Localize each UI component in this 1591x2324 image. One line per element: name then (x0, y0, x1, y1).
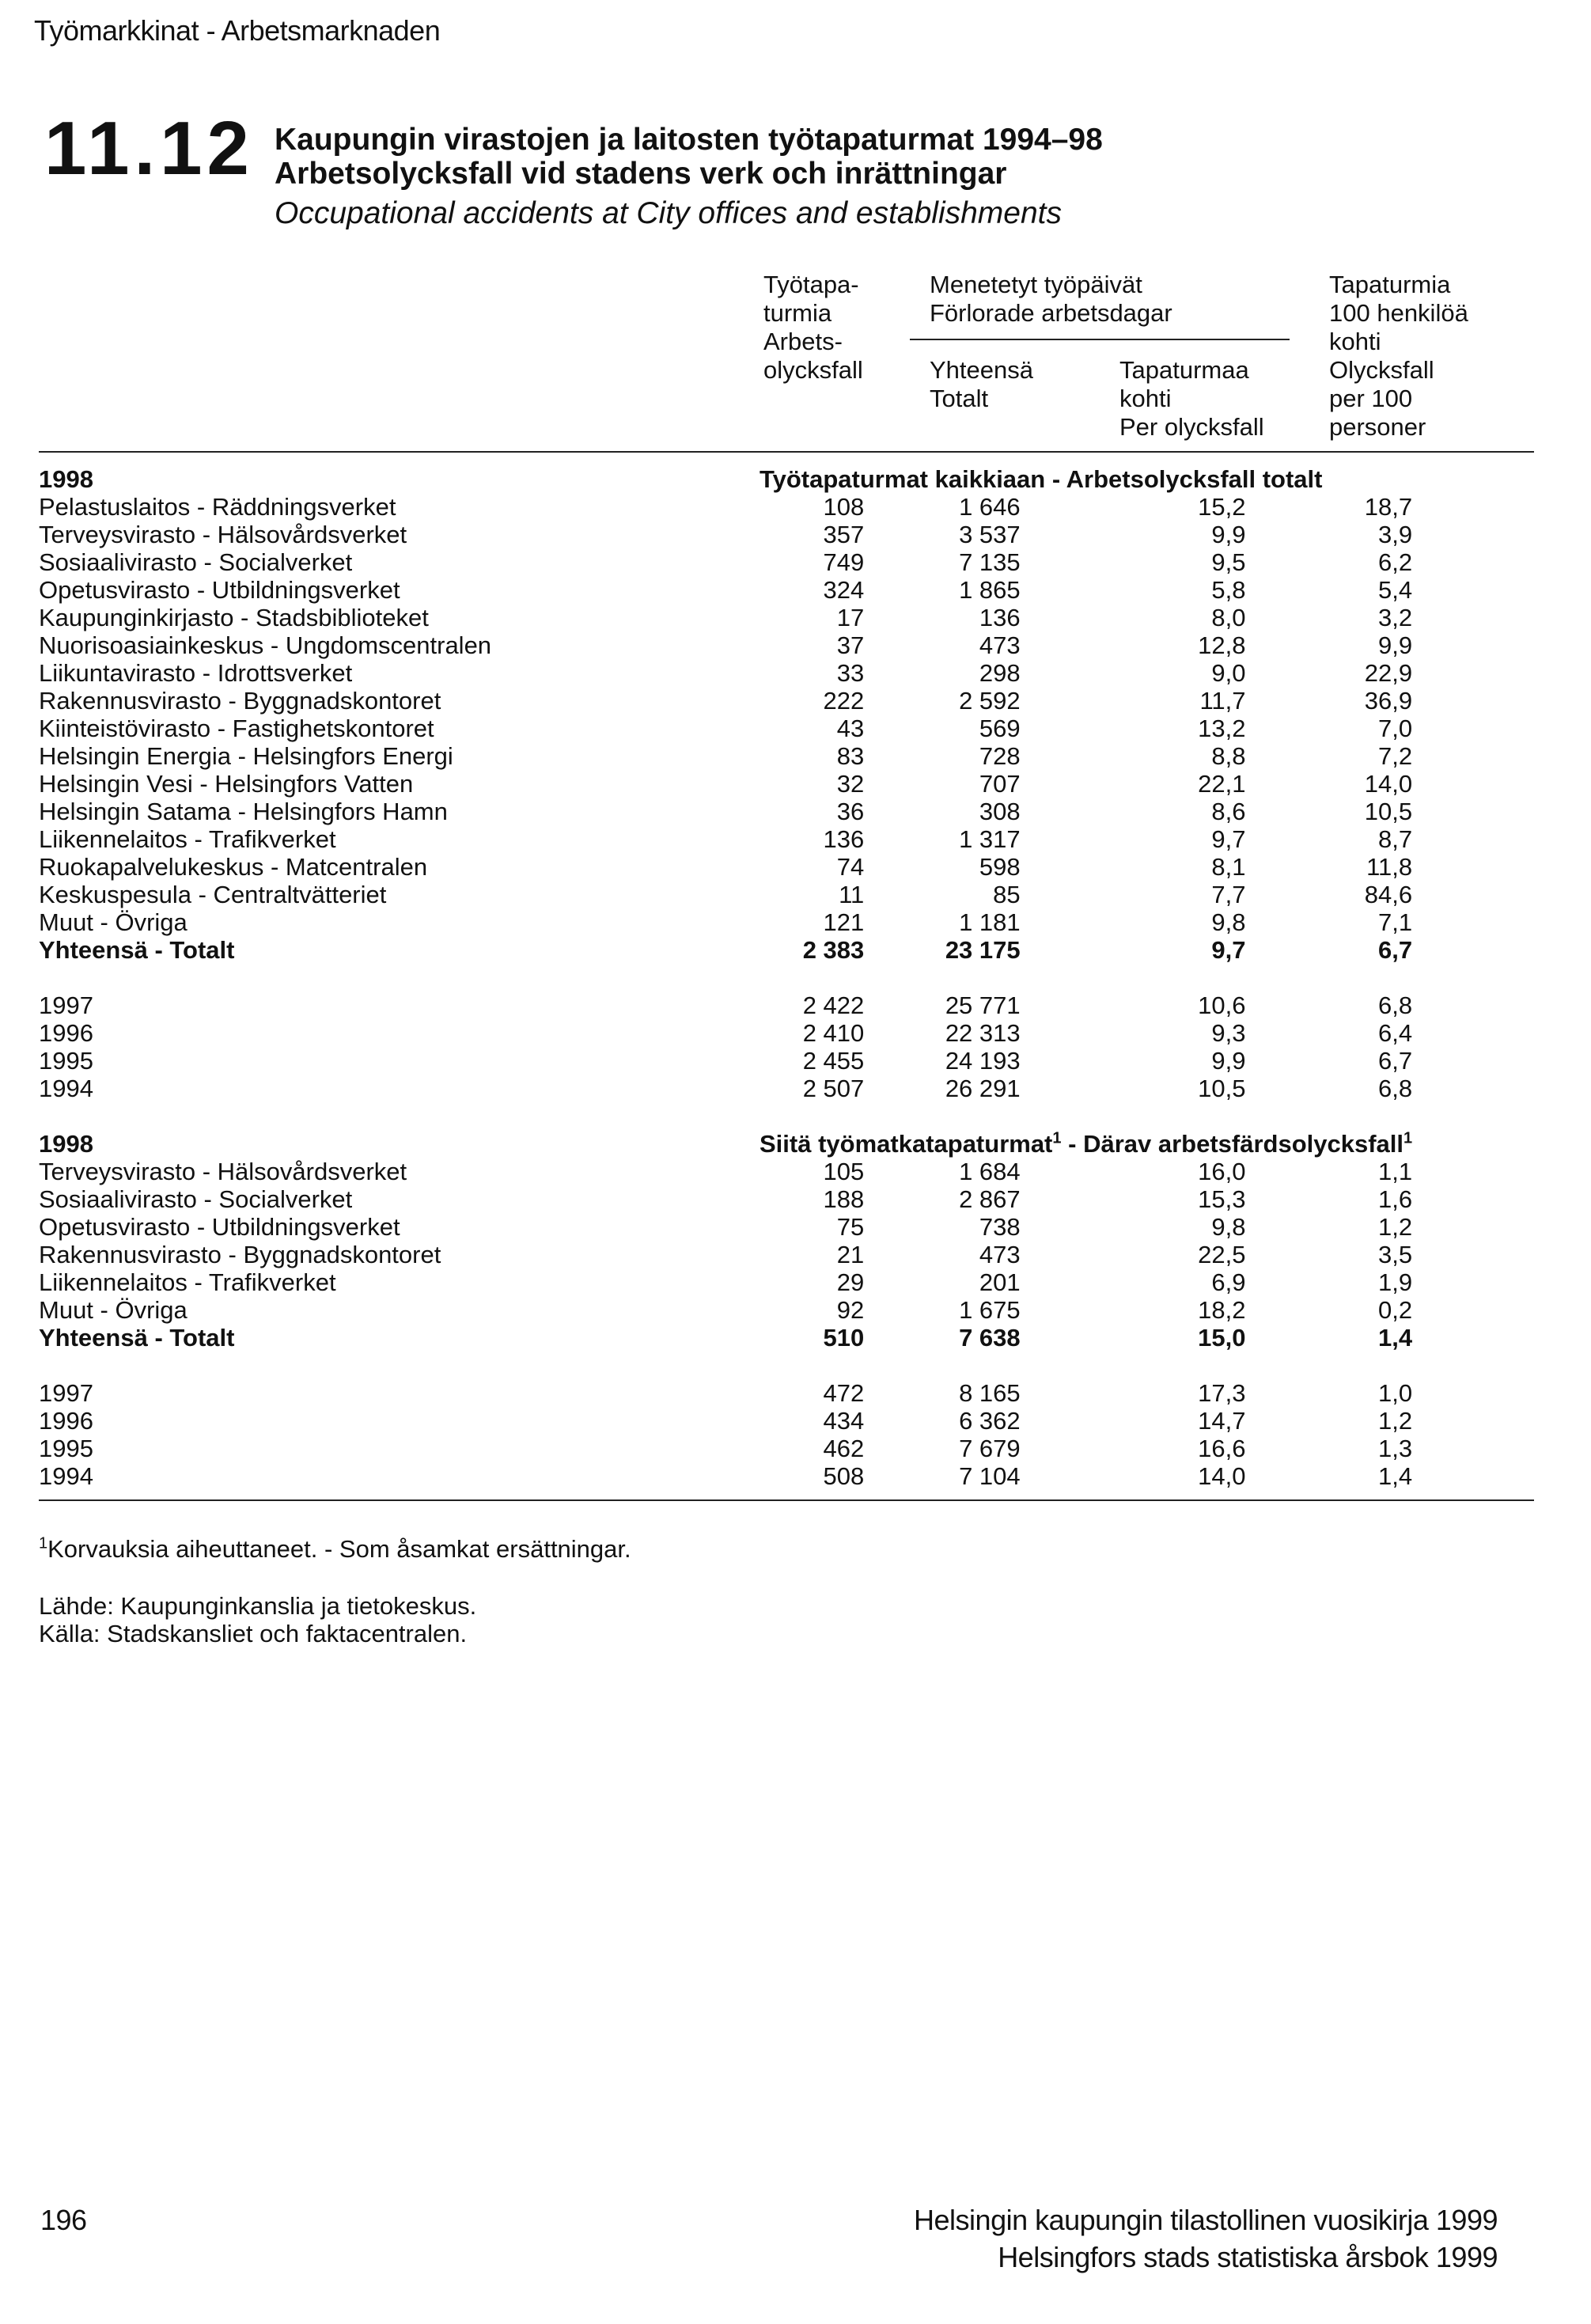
cell-lost-days: 598 (979, 853, 1021, 881)
cell-lost-days: 1 317 (959, 825, 1021, 853)
cell-accidents: 508 (823, 1462, 865, 1490)
year-row (39, 1075, 1412, 1102)
cell-per-100: 5,4 (1378, 576, 1413, 604)
row-label: 1997 (39, 991, 93, 1019)
cell-accidents: 92 (836, 1296, 865, 1324)
row-label: Yhteensä - Totalt (39, 936, 235, 964)
cell-days-per-accident: 8,6 (1211, 798, 1246, 825)
section-heading: Siitä työmatkatapaturmat$^1$ - Därav arbetsfärdsolycksfall$^1$ (760, 1129, 1413, 1158)
header-total-days: Yhteensä Totalt (930, 356, 1033, 412)
cell-days-per-accident: 18,2 (1198, 1296, 1246, 1324)
cell-lost-days: 738 (979, 1213, 1021, 1241)
cell-lost-days: 1 181 (959, 908, 1021, 936)
table-row (39, 576, 1412, 604)
table-row (39, 770, 1412, 798)
cell-lost-days: 728 (979, 742, 1021, 770)
cell-lost-days: 1 865 (959, 576, 1021, 604)
section-heading-row (39, 1130, 1412, 1158)
row-label: Helsingin Vesi - Helsingfors Vatten (39, 770, 414, 798)
total-row (39, 936, 1412, 964)
cell-days-per-accident: 15,3 (1198, 1185, 1246, 1213)
spacer-row (39, 1352, 1412, 1379)
table-row (39, 881, 1412, 908)
title-swedish: Arbetsolycksfall vid stadens verk och inrättningar (275, 157, 1007, 191)
cell-per-100: 14,0 (1364, 770, 1413, 798)
cell-days-per-accident: 16,6 (1198, 1435, 1246, 1462)
cell-lost-days: 1 646 (959, 493, 1021, 521)
cell-lost-days: 201 (979, 1268, 1021, 1296)
cell-accidents: 462 (823, 1435, 865, 1462)
cell-accidents: 357 (823, 521, 865, 548)
cell-days-per-accident: 9,8 (1211, 908, 1246, 936)
cell-lost-days: 298 (979, 659, 1021, 687)
row-label: Terveysvirasto - Hälsovårdsverket (39, 521, 407, 548)
cell-accidents: 32 (836, 770, 865, 798)
row-label: Sosiaalivirasto - Socialverket (39, 548, 353, 576)
cell-accidents: 105 (823, 1158, 865, 1185)
cell-per-100: 36,9 (1364, 687, 1413, 715)
cell-days-per-accident: 8,8 (1211, 742, 1246, 770)
cell-lost-days: 308 (979, 798, 1021, 825)
cell-per-100: 7,0 (1378, 715, 1413, 742)
cell-per-100: 8,7 (1378, 825, 1413, 853)
cell-per-100: 10,5 (1364, 798, 1413, 825)
cell-per-100: 6,2 (1378, 548, 1413, 576)
cell-accidents: 2 410 (802, 1019, 865, 1047)
row-label: Helsingin Energia - Helsingfors Energi (39, 742, 453, 770)
cell-per-100: 9,9 (1378, 631, 1413, 659)
cell-accidents: 33 (836, 659, 865, 687)
publication-finnish: Helsingin kaupungin tilastollinen vuosikirja 1999 (914, 2204, 1498, 2236)
table-row (39, 631, 1412, 659)
cell-per-100: 84,6 (1364, 881, 1413, 908)
cell-per-100: 0,2 (1378, 1296, 1413, 1324)
cell-days-per-accident: 13,2 (1198, 715, 1246, 742)
cell-per-100: 1,0 (1378, 1379, 1413, 1407)
cell-days-per-accident: 10,5 (1198, 1075, 1246, 1102)
table-number: 11.12 (44, 106, 254, 191)
cell-per-100: 6,7 (1378, 1047, 1413, 1075)
cell-days-per-accident: 9,7 (1211, 825, 1246, 853)
cell-accidents: 136 (823, 825, 865, 853)
cell-accidents: 2 422 (802, 991, 865, 1019)
table-row (39, 659, 1412, 687)
cell-per-100: 1,1 (1378, 1158, 1413, 1185)
row-label: Kiinteistövirasto - Fastighetskontoret (39, 715, 434, 742)
cell-per-100: 1,9 (1378, 1268, 1413, 1296)
cell-days-per-accident: 9,8 (1211, 1213, 1246, 1241)
cell-days-per-accident: 16,0 (1198, 1158, 1246, 1185)
cell-accidents: 510 (823, 1324, 865, 1352)
table-row (39, 1185, 1412, 1213)
year-row (39, 991, 1412, 1019)
row-label: Pelastuslaitos - Räddningsverket (39, 493, 396, 521)
cell-days-per-accident: 15,2 (1198, 493, 1246, 521)
year-row (39, 1462, 1412, 1490)
cell-per-100: 3,2 (1378, 604, 1413, 631)
cell-lost-days: 7 638 (959, 1324, 1021, 1352)
source-swedish: Källa: Stadskansliet och faktacentralen. (39, 1620, 468, 1647)
table-row (39, 1213, 1412, 1241)
year-row (39, 1407, 1412, 1435)
table-row (39, 1241, 1412, 1268)
row-label: Helsingin Satama - Helsingfors Hamn (39, 798, 448, 825)
cell-accidents: 222 (823, 687, 865, 715)
cell-days-per-accident: 9,0 (1211, 659, 1246, 687)
footnote: $^1$Korvauksia aiheuttaneet. - Som åsamkat ersättningar. (39, 1534, 631, 1563)
cell-per-100: 1,6 (1378, 1185, 1413, 1213)
cell-per-100: 6,4 (1378, 1019, 1413, 1047)
row-label: 1996 (39, 1407, 93, 1435)
cell-accidents: 2 507 (802, 1075, 865, 1102)
table-row (39, 687, 1412, 715)
total-row (39, 1324, 1412, 1352)
cell-accidents: 324 (823, 576, 865, 604)
table-row (39, 1158, 1412, 1185)
running-head: Työmarkkinat - Arbetsmarknaden (34, 14, 441, 47)
section-year: 1998 (39, 465, 93, 493)
header-rule (39, 451, 1534, 453)
table-row (39, 1268, 1412, 1296)
cell-per-100: 1,4 (1378, 1324, 1413, 1352)
cell-days-per-accident: 8,0 (1211, 604, 1246, 631)
cell-lost-days: 1 675 (959, 1296, 1021, 1324)
cell-per-100: 1,2 (1378, 1407, 1413, 1435)
cell-days-per-accident: 14,0 (1198, 1462, 1246, 1490)
cell-days-per-accident: 6,9 (1211, 1268, 1246, 1296)
cell-per-100: 6,8 (1378, 991, 1413, 1019)
cell-lost-days: 23 175 (945, 936, 1021, 964)
cell-per-100: 1,4 (1378, 1462, 1413, 1490)
title-finnish: Kaupungin virastojen ja laitosten työtapaturmat 1994–98 (275, 123, 1103, 157)
cell-per-100: 11,8 (1366, 853, 1413, 881)
cell-accidents: 75 (836, 1213, 865, 1241)
row-label: Keskuspesula - Centraltvätteriet (39, 881, 387, 908)
group-underline (910, 339, 1290, 340)
cell-lost-days: 7 135 (959, 548, 1021, 576)
table-row (39, 548, 1412, 576)
table-row (39, 908, 1412, 936)
row-label: Rakennusvirasto - Byggnadskontoret (39, 687, 441, 715)
year-row (39, 1047, 1412, 1075)
row-label: Liikuntavirasto - Idrottsverket (39, 659, 353, 687)
header-per-100: Tapaturmia 100 henkilöä kohti Olycksfall per 100 personer (1329, 271, 1468, 441)
publication-swedish: Helsingfors stads statistiska årsbok 1999 (998, 2241, 1498, 2273)
row-label: Sosiaalivirasto - Socialverket (39, 1185, 353, 1213)
cell-accidents: 74 (836, 853, 865, 881)
cell-lost-days: 24 193 (945, 1047, 1021, 1075)
cell-accidents: 188 (823, 1185, 865, 1213)
table-row (39, 1296, 1412, 1324)
table-row (39, 715, 1412, 742)
year-row (39, 1019, 1412, 1047)
row-label: Ruokapalvelukeskus - Matcentralen (39, 853, 428, 881)
header-lost-days-group: Menetetyt työpäivät Förlorade arbetsdagar (930, 271, 1172, 327)
header-days-per-accident: Tapaturmaa kohti Per olycksfall (1119, 356, 1264, 441)
table-row (39, 493, 1412, 521)
cell-days-per-accident: 5,8 (1211, 576, 1246, 604)
section-heading-row (39, 465, 1412, 493)
page-number: 196 (40, 2204, 87, 2236)
table-row (39, 742, 1412, 770)
cell-lost-days: 7 679 (959, 1435, 1021, 1462)
year-row (39, 1435, 1412, 1462)
row-label: 1994 (39, 1462, 93, 1490)
row-label: Opetusvirasto - Utbildningsverket (39, 576, 400, 604)
row-label: Kaupunginkirjasto - Stadsbiblioteket (39, 604, 429, 631)
table-row (39, 853, 1412, 881)
cell-per-100: 3,9 (1378, 521, 1413, 548)
cell-accidents: 108 (823, 493, 865, 521)
cell-days-per-accident: 9,9 (1211, 1047, 1246, 1075)
cell-accidents: 36 (836, 798, 865, 825)
cell-days-per-accident: 7,7 (1211, 881, 1246, 908)
cell-per-100: 18,7 (1364, 493, 1413, 521)
row-label: 1995 (39, 1047, 93, 1075)
cell-accidents: 83 (836, 742, 865, 770)
row-label: Nuorisoasiainkeskus - Ungdomscentralen (39, 631, 492, 659)
year-row (39, 1379, 1412, 1407)
cell-per-100: 22,9 (1364, 659, 1413, 687)
cell-accidents: 29 (836, 1268, 865, 1296)
section-year: 1998 (39, 1130, 93, 1158)
cell-per-100: 6,7 (1378, 936, 1413, 964)
cell-per-100: 7,2 (1378, 742, 1413, 770)
row-label: Liikennelaitos - Trafikverket (39, 1268, 336, 1296)
table-row (39, 825, 1412, 853)
cell-days-per-accident: 22,1 (1198, 770, 1246, 798)
source-finnish: Lähde: Kaupunginkanslia ja tietokeskus. (39, 1592, 477, 1620)
cell-lost-days: 8 165 (959, 1379, 1021, 1407)
cell-days-per-accident: 22,5 (1198, 1241, 1246, 1268)
row-label: Yhteensä - Totalt (39, 1324, 235, 1352)
cell-accidents: 11 (839, 881, 865, 908)
table-row (39, 798, 1412, 825)
cell-accidents: 749 (823, 548, 865, 576)
bottom-rule (39, 1499, 1534, 1501)
cell-accidents: 37 (836, 631, 865, 659)
section-heading: Työtapaturmat kaikkiaan - Arbetsolycksfall totalt (760, 465, 1323, 493)
cell-days-per-accident: 17,3 (1198, 1379, 1246, 1407)
cell-accidents: 43 (836, 715, 865, 742)
cell-days-per-accident: 9,7 (1211, 936, 1246, 964)
cell-days-per-accident: 9,5 (1211, 548, 1246, 576)
row-label: Liikennelaitos - Trafikverket (39, 825, 336, 853)
cell-accidents: 121 (823, 908, 865, 936)
cell-accidents: 2 455 (802, 1047, 865, 1075)
cell-lost-days: 22 313 (945, 1019, 1021, 1047)
cell-lost-days: 2 867 (959, 1185, 1021, 1213)
cell-lost-days: 136 (979, 604, 1021, 631)
cell-lost-days: 85 (993, 881, 1021, 908)
title-english: Occupational accidents at City offices and establishments (275, 196, 1063, 230)
cell-accidents: 2 383 (802, 936, 865, 964)
cell-lost-days: 473 (979, 1241, 1021, 1268)
row-label: 1994 (39, 1075, 93, 1102)
cell-per-100: 3,5 (1378, 1241, 1413, 1268)
cell-lost-days: 7 104 (959, 1462, 1021, 1490)
cell-days-per-accident: 9,9 (1211, 521, 1246, 548)
spacer-row (39, 964, 1412, 991)
cell-days-per-accident: 8,1 (1211, 853, 1246, 881)
cell-days-per-accident: 10,6 (1198, 991, 1246, 1019)
row-label: 1995 (39, 1435, 93, 1462)
cell-accidents: 434 (823, 1407, 865, 1435)
cell-lost-days: 6 362 (959, 1407, 1021, 1435)
header-accidents: Työtapa- turmia Arbets- olycksfall (763, 271, 863, 384)
cell-accidents: 17 (836, 604, 865, 631)
cell-days-per-accident: 9,3 (1211, 1019, 1246, 1047)
cell-per-100: 7,1 (1378, 908, 1413, 936)
cell-days-per-accident: 15,0 (1198, 1324, 1246, 1352)
table-row (39, 604, 1412, 631)
cell-accidents: 21 (836, 1241, 865, 1268)
cell-per-100: 1,3 (1378, 1435, 1413, 1462)
cell-per-100: 1,2 (1378, 1213, 1413, 1241)
table-row (39, 521, 1412, 548)
cell-lost-days: 473 (979, 631, 1021, 659)
cell-accidents: 472 (823, 1379, 865, 1407)
cell-lost-days: 25 771 (945, 991, 1021, 1019)
cell-lost-days: 2 592 (959, 687, 1021, 715)
row-label: Muut - Övriga (39, 1296, 188, 1324)
row-label: 1997 (39, 1379, 93, 1407)
cell-days-per-accident: 11,7 (1199, 687, 1246, 715)
cell-per-100: 6,8 (1378, 1075, 1413, 1102)
data-table (39, 465, 1412, 1490)
row-label: Opetusvirasto - Utbildningsverket (39, 1213, 400, 1241)
cell-days-per-accident: 14,7 (1198, 1407, 1246, 1435)
row-label: 1996 (39, 1019, 93, 1047)
cell-lost-days: 1 684 (959, 1158, 1021, 1185)
row-label: Muut - Övriga (39, 908, 188, 936)
cell-lost-days: 569 (979, 715, 1021, 742)
cell-lost-days: 26 291 (945, 1075, 1021, 1102)
spacer-row (39, 1102, 1412, 1130)
row-label: Terveysvirasto - Hälsovårdsverket (39, 1158, 407, 1185)
row-label: Rakennusvirasto - Byggnadskontoret (39, 1241, 441, 1268)
cell-lost-days: 3 537 (959, 521, 1021, 548)
cell-lost-days: 707 (979, 770, 1021, 798)
cell-days-per-accident: 12,8 (1198, 631, 1246, 659)
